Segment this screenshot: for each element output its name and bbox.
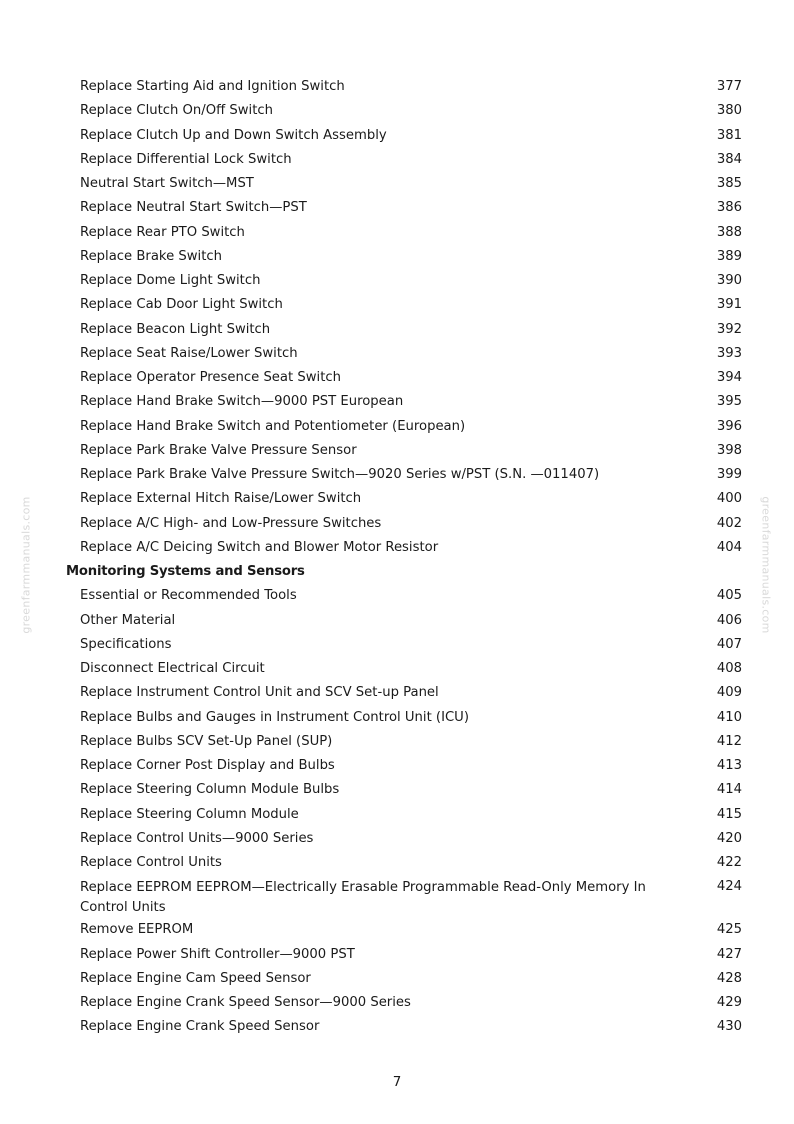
toc-entry[interactable] [0, 876, 794, 919]
toc-entry[interactable] [0, 1016, 794, 1040]
page-number: 7 [392, 1074, 402, 1090]
toc-entry-page: 408 [716, 661, 742, 676]
toc-entry-title: Replace Control Units—9000 Series [80, 830, 314, 846]
toc-entry[interactable] [0, 658, 794, 682]
toc-entry[interactable] [0, 610, 794, 634]
toc-entry-title: Replace Steering Column Module [80, 806, 299, 822]
toc-entry-page: 413 [716, 758, 742, 773]
toc-entry-title: Replace Seat Raise/Lower Switch [80, 345, 298, 361]
toc-entry-title: Replace Instrument Control Unit and SCV Set-up Panel [80, 685, 439, 701]
toc-entry-title: Other Material [80, 612, 176, 628]
toc-entry-title: Replace Rear PTO Switch [80, 224, 245, 240]
toc-entry-page: 394 [716, 370, 742, 385]
toc-entry-page: 404 [716, 539, 742, 555]
toc-entry-page: 415 [716, 806, 742, 822]
toc-entry-page: 390 [716, 273, 742, 288]
toc-entry-page: 412 [716, 733, 742, 749]
toc-entry-title: Replace Bulbs and Gauges in Instrument Control Unit (ICU) [80, 709, 469, 725]
toc-entry-title: Replace External Hitch Raise/Lower Switch [80, 491, 362, 507]
toc-entry-title: Neutral Start Switch—MST [80, 176, 254, 191]
toc-entry-page: 386 [716, 200, 742, 216]
toc-entry-page: 409 [716, 685, 742, 701]
toc-entry[interactable] [0, 125, 794, 149]
toc-entry-page: 420 [716, 830, 742, 846]
toc-entry-page: 424 [716, 879, 742, 895]
toc-entry[interactable] [0, 804, 794, 828]
toc-entry-title: Replace Power Shift Controller—9000 PST [80, 946, 355, 962]
toc-entry[interactable] [0, 294, 794, 318]
toc-entry-title: Replace Differential Lock Switch [80, 151, 292, 167]
toc-entry[interactable] [0, 731, 794, 755]
toc-entry[interactable] [0, 707, 794, 731]
toc-entry[interactable] [0, 968, 794, 992]
toc-entry-title: Replace A/C High- and Low-Pressure Switches [80, 515, 382, 531]
toc-entry[interactable] [0, 246, 794, 270]
toc-entry[interactable] [0, 585, 794, 609]
toc-entry-title: Specifications [80, 636, 172, 652]
toc-entry-page: 427 [716, 946, 742, 962]
toc-entry[interactable] [0, 992, 794, 1016]
toc-entry-page: 399 [716, 467, 742, 482]
toc-entry-page: 429 [716, 995, 742, 1010]
toc-entry-page: 414 [716, 782, 742, 798]
toc-entry[interactable] [0, 319, 794, 343]
toc-entry-title: Replace Cab Door Light Switch [80, 297, 283, 313]
toc-entry-page: 377 [716, 79, 742, 94]
toc-entry-page: 389 [716, 248, 742, 264]
toc-entry-page: 410 [716, 709, 742, 725]
toc-entry-title: Replace Engine Crank Speed Sensor [80, 1019, 320, 1035]
toc-entry-title: Replace Park Brake Valve Pressure Sensor [80, 442, 357, 458]
toc-entry[interactable] [0, 464, 794, 488]
toc-entry[interactable] [0, 919, 794, 943]
toc-entry-title: Replace Hand Brake Switch—9000 PST European [80, 394, 404, 410]
toc-entry-page: 406 [716, 612, 742, 628]
toc-entry-page: 393 [716, 345, 742, 361]
toc-entry[interactable] [0, 944, 794, 968]
toc-entry-title: Disconnect Electrical Circuit [80, 661, 265, 676]
toc-entry-page: 428 [716, 970, 742, 986]
toc-entry-page: 385 [716, 176, 742, 191]
toc-entry[interactable] [0, 416, 794, 440]
toc-entry-page: 407 [716, 636, 742, 652]
toc-entry[interactable] [0, 391, 794, 415]
toc-entry-title: Replace Beacon Light Switch [80, 321, 271, 337]
toc-entry-page: 405 [716, 588, 742, 604]
table-of-contents [0, 76, 794, 1041]
toc-entry-page: 425 [716, 922, 742, 938]
toc-entry-page: 391 [716, 297, 742, 313]
toc-entry-page: 422 [716, 855, 742, 870]
toc-entry-title: Essential or Recommended Tools [80, 588, 297, 604]
toc-entry[interactable] [0, 197, 794, 221]
toc-entry[interactable] [0, 367, 794, 391]
toc-entry[interactable] [0, 173, 794, 197]
toc-entry[interactable] [0, 755, 794, 779]
toc-entry-page: 380 [716, 103, 742, 119]
toc-entry-page: 400 [716, 491, 742, 507]
toc-entry[interactable] [0, 488, 794, 512]
toc-entry[interactable] [0, 537, 794, 561]
toc-entry-page: 388 [716, 224, 742, 240]
toc-entry[interactable] [0, 149, 794, 173]
toc-entry-title: Remove EEPROM [80, 922, 194, 938]
toc-entry-title: Replace Dome Light Switch [80, 273, 261, 288]
watermark-right: greenfarmmanuals.com [759, 496, 773, 634]
toc-entry-title: Replace Engine Cam Speed Sensor [80, 970, 311, 986]
toc-entry-title: Replace EEPROM EEPROM—Electrically Erasable Programmable Read-Only Memory In Control Units [80, 880, 646, 915]
toc-entry-title: Replace Hand Brake Switch and Potentiometer (European) [80, 418, 466, 434]
toc-entry[interactable] [0, 100, 794, 124]
toc-entry[interactable] [0, 222, 794, 246]
toc-section-heading[interactable] [0, 561, 794, 585]
toc-entry[interactable] [0, 270, 794, 294]
watermark-left: greenfarmmanuals.com [19, 496, 33, 634]
toc-entry[interactable] [0, 852, 794, 876]
toc-entry-title: Replace Operator Presence Seat Switch [80, 370, 341, 385]
toc-entry-title: Replace Clutch Up and Down Switch Assembly [80, 127, 387, 143]
toc-entry-title: Replace Engine Crank Speed Sensor—9000 Series [80, 995, 411, 1010]
toc-entry-title: Replace Bulbs SCV Set-Up Panel (SUP) [80, 733, 333, 749]
toc-entry-title: Replace Control Units [80, 855, 222, 870]
toc-entry-title: Replace A/C Deicing Switch and Blower Motor Resistor [80, 539, 439, 555]
toc-entry-page: 402 [716, 515, 742, 531]
toc-entry-page: 430 [716, 1019, 742, 1035]
toc-entry[interactable] [0, 779, 794, 803]
toc-entry-title: Replace Starting Aid and Ignition Switch [80, 79, 345, 94]
toc-entry[interactable] [0, 76, 794, 100]
toc-entry-title: Replace Brake Switch [80, 248, 222, 264]
toc-entry-title: Replace Steering Column Module Bulbs [80, 782, 340, 798]
toc-entry[interactable] [0, 828, 794, 852]
toc-entry[interactable] [0, 682, 794, 706]
toc-entry-title: Replace Park Brake Valve Pressure Switch—9020 Series w/PST (S.N. —011407) [80, 467, 600, 482]
toc-section-title: Monitoring Systems and Sensors [66, 564, 305, 579]
toc-entry-title: Replace Neutral Start Switch—PST [80, 200, 307, 216]
toc-entry[interactable] [0, 634, 794, 658]
toc-entry-page: 381 [716, 127, 742, 143]
toc-entry-page: 396 [716, 418, 742, 434]
toc-entry[interactable] [0, 343, 794, 367]
toc-entry[interactable] [0, 440, 794, 464]
toc-entry-page: 384 [716, 151, 742, 167]
toc-entry-page: 392 [716, 321, 742, 337]
toc-entry-page: 395 [716, 394, 742, 410]
toc-entry-title: Replace Clutch On/Off Switch [80, 103, 273, 119]
toc-entry-title: Replace Corner Post Display and Bulbs [80, 758, 335, 773]
toc-entry[interactable] [0, 513, 794, 537]
toc-entry-page: 398 [716, 442, 742, 458]
